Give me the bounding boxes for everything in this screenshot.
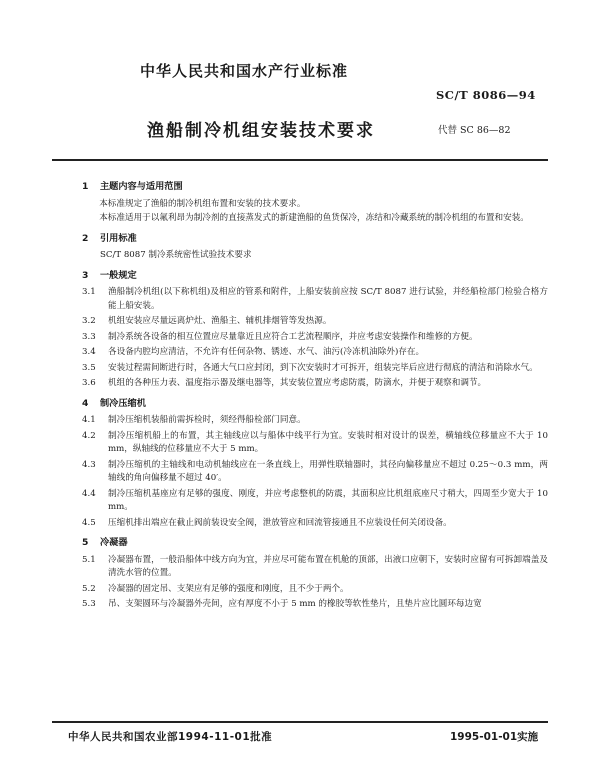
clause: 4.5 压缩机排出端应在截止阀前装设安全阀，泄放管应和回流管接通且不应装设任何关闭设备。 — [82, 517, 452, 528]
clause: 3.2 机组安装应尽量远离炉灶、渔船主、辅机排烟管等发热源。 — [82, 316, 332, 326]
section-heading: 2 引用标准 — [82, 232, 137, 244]
paragraph: 本标准适用于以氟利昂为制冷剂的直接蒸发式的新建渔船的鱼货保冷，冻结和冷藏系统的制冷机组的布置和安装。 — [99, 213, 529, 223]
paragraph: 本标准规定了渔船的制冷机组布置和安装的技术要求。 — [99, 198, 306, 209]
clause: 4.3 制冷压缩机的主轴线和电动机轴线应在一条直线上，用弹性联轴器时，其径向偏移量应不超过 0.25～0.3 mm，两轴线的角向偏移量不超过 40′。 — [82, 459, 548, 483]
clause: 5.1 冷凝器布置，一般沿船体中线方向为宜，并应尽可能布置在机舱的顶部，出液口应朝下，安装时应留有可拆卸端盖及清洗水管的位置。 — [82, 554, 548, 578]
replaces-note: 代替 SC 86—82 — [438, 125, 511, 136]
section-heading: 1 主题内容与适用范围 — [82, 181, 183, 192]
clause: 4.1 制冷压缩机装船前需拆检时，须经得船检部门同意。 — [82, 415, 306, 425]
header-divider — [52, 159, 548, 161]
standard-number: SC/T 8086—94 — [436, 88, 536, 102]
clause: 5.3 吊、支架圆环与冷凝器外壳间，应有厚度不小于 5 mm 的橡胶等软性垫片，且垫片应比圆环每边宽 — [82, 599, 482, 609]
section-heading: 3 一般规定 — [82, 269, 137, 281]
clause: 3.5 安装过程需间断进行时，各通大气口应封闭，到下次安装时才可拆开，组装完毕后应进行彻底的清洁和消除水气。 — [82, 362, 538, 373]
approval-note: 中华人民共和国农业部1994-11-01批准 — [68, 731, 273, 743]
clause: 3.4 各设备内腔均应清洁，不允许有任何杂物、锈迹、水气、油污(冷冻机油除外)存在。 — [82, 347, 425, 357]
clause: 3.6 机组的各种压力表、温度指示器及继电器等，其安装位置应考虑防震，防滴水，并便于观察和调节。 — [82, 378, 487, 388]
clause: 3.3 制冷系统各设备的相互位置应尽量靠近且应符合工艺流程顺序，并应考虑安装操作和维修的方便。 — [82, 331, 478, 342]
document-title: 渔船制冷机组安装技术要求 — [147, 121, 375, 141]
clause: 5.2 冷凝器的固定吊、支架应有足够的强度和刚度，且不少于两个。 — [82, 583, 349, 594]
footer-divider — [52, 721, 548, 723]
issuing-body-title: 中华人民共和国水产行业标准 — [140, 62, 349, 80]
document-body — [82, 180, 548, 614]
section-heading: 4 制冷压缩机 — [82, 397, 146, 409]
section-heading: 5 冷凝器 — [82, 537, 128, 548]
clause: 3.1 渔船制冷机组(以下称机组)及相应的管系和附件，上船安装前应按 SC/T 8087 进行试验，并经船检部门检验合格方能上船安装。 — [82, 287, 548, 311]
clause: 4.4 制冷压缩机基座应有足够的强度、刚度，并应考虑整机的防震，其面积应比机组底座尺寸稍大，四周至少宽大于 10 mm。 — [82, 488, 548, 512]
reference-item: SC/T 8087 制冷系统密性试验技术要求 — [100, 250, 252, 260]
implementation-date: 1995-01-01实施 — [450, 731, 539, 743]
clause: 4.2 制冷压缩机船上的布置，其主轴线应以与船体中线平行为宜。安装时相对设计的误差，横轴线位移量应不大于 10 mm，纵轴线的位移量应不大于 5 mm。 — [82, 430, 548, 454]
